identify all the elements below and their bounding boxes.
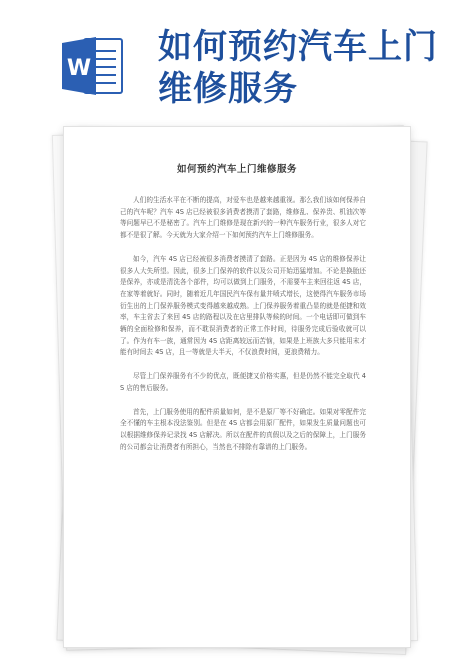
header-banner <box>0 0 474 120</box>
paragraph: 如今，汽车 4S 店已经被很多消费者摸清了套路。正是因为 4S 店的维修保养让很多人大失所望。因此，很多上门保养的软件以及公司开始迅猛增加。不论是换胎还是保养，亦或是清洗各个部件，均可以做到上门服务，不需要车主来回往返 4S 店，在家等着就好。同时，随着近几年国民汽车保有量井喷式增长，这使得汽车服务市场衍生出的上门保养服务模式变得越来越成熟。上门保养服务着重凸显的就是便捷和效率，车主省去了来回 4S 店的路程以及在店里排队等候的时间。一个电话即可做到车辆的全面检修和保养，而不耽误消费者的正常工作时间，待服务完成后验收就可以了。作为有车一族，通常因为 4S 店距离较远而苦恼，如果是上班族大多只能用末才能有时间去 4S 店，且一等就是大半天，不仅浪费时间，更浪费精力。 <box>120 254 366 357</box>
document-title: 如何预约汽车上门维修服务 <box>176 164 297 175</box>
document-body <box>64 195 410 453</box>
paragraph: 首先，上门服务使用的配件质量如何，是不是原厂等不好确定。如果对零配件完全不懂的车主根本没法鉴别。但是在 4S 店都会用原厂配件，如果发生质量问题也可以根据维修保养记录找 4S 店解决。所以在配件的真假以及之后的保障上，上门服务的公司都会让消费者有所担心，当然也不排除有靠谱的上门服务。 <box>120 407 366 451</box>
paragraph: 尽管上门保养服务有不少的优点，既便捷又价格实惠，但是仍然不能完全取代 4S 店的售后服务。 <box>120 372 366 392</box>
word-document-icon <box>60 33 126 99</box>
document-page <box>63 126 411 648</box>
paragraph: 人们的生活水平在不断的提高，对爱车也是越来越重视。那么我们该如何保养自己的汽车呢？汽车 4S 店已经被很多消费者摸清了套路，维修乱、保养贵、机油次等等问题早已不是秘密了。汽车上门维修是现在新兴的一种汽车服务行业，很多人对它都不是很了解。今天就为大家介绍一下如何预约汽车上门维修服务。 <box>120 196 366 240</box>
word-icon-letter: W <box>66 56 92 81</box>
page-title: 如何预约汽车上门维修服务 <box>158 27 438 109</box>
document-preview <box>55 126 420 656</box>
